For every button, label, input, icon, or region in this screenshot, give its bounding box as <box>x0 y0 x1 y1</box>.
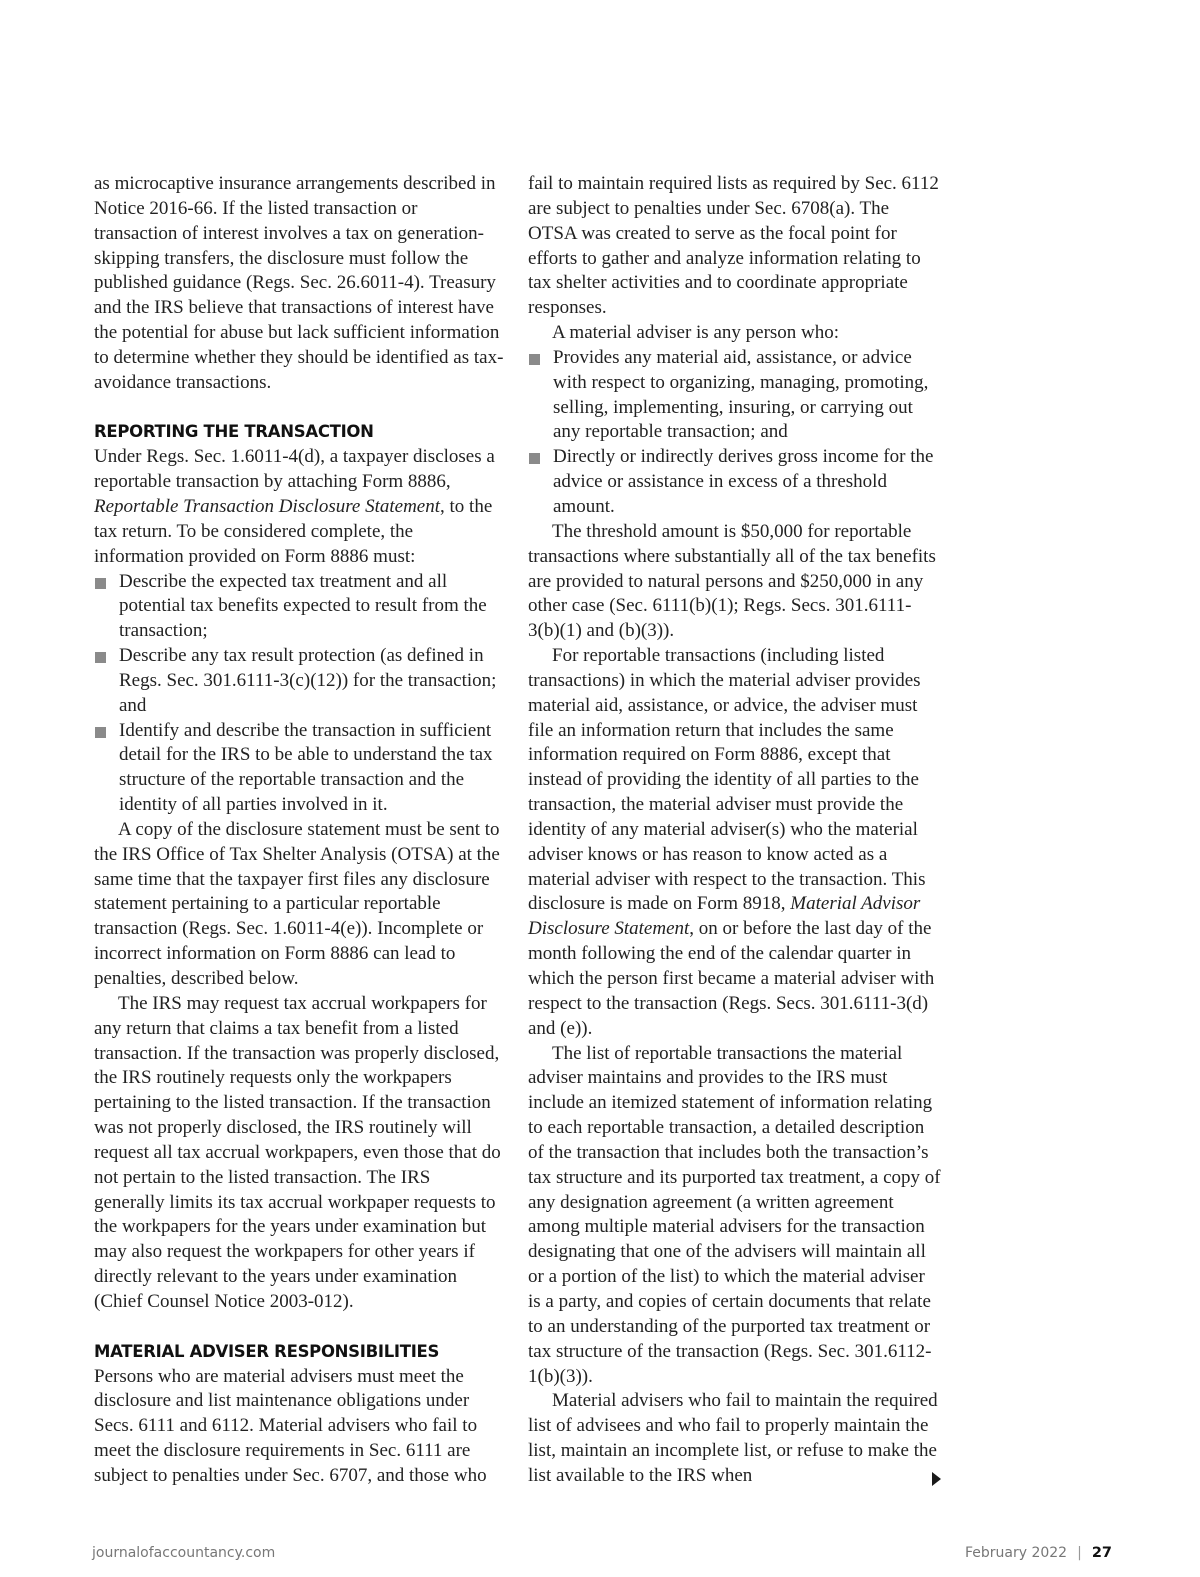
list-requirements-paragraph: The list of reportable transactions the material adviser maintains and provides to the IRS must include an itemized statement of information relating to each reportable transaction, a detailed description of the transaction that includes both the transaction’s tax structure and its purported tax treatment, a copy of any designation agreement (a written agreement among multiple material advisers for the transaction designating that one of the advisers will maintain all or a portion of the list) to which the material adviser is a party, and copies of certain documents that relate to an understanding of the purported tax treatment or tax structure of the transaction (Regs. Sec. 301.6112-1(b)(3)). <box>528 1042 941 1387</box>
form-8886-title: Reportable Transaction Disclosure Statement <box>94 495 441 517</box>
continued-paragraph: fail to maintain required lists as required by Sec. 6112 are subject to penalties under Sec. 6708(a). The OTSA was created to serve as the focal point for efforts to gather and analyze information relating to tax shelter activities and to coordinate appropriate responses. <box>528 173 939 319</box>
list-item <box>528 445 942 520</box>
list-item <box>94 644 504 719</box>
footer-separator: | <box>1077 1545 1082 1561</box>
material-adviser-paragraph: Persons who are material advisers must meet the disclosure and list maintenance obligations under Secs. 6111 and 6112. Material advisers who fail to meet the disclosure requirements in Sec. 6111 are subject to penalties under Sec. 6707, and those who <box>94 1365 487 1486</box>
otsa-copy-paragraph: A copy of the disclosure statement must be sent to the IRS Office of Tax Shelter Analysis (OTSA) at the same time that the taxpayer first files any disclosure statement pertaining to a particular reportable transaction (Regs. Sec. 1.6011-4(e)). Incomplete or incorrect information on Form 8886 can lead to penalties, described below. <box>94 818 500 989</box>
footer-date: February 2022 <box>964 1545 1068 1561</box>
info-text-start: For reportable transactions (including listed transactions) in which the material adviser provides material aid, assistance, or advice, the adviser must file an information return that includes the same information required on Form 8886, except that instead of providing the identity of all parties to the transaction, the material adviser must provide the identity of any material adviser(s) who the material adviser knows or has reason to know acted as a material adviser with respect to the transaction. This disclosure is made on Form 8918, <box>528 645 926 915</box>
workpapers-paragraph: The IRS may request tax accrual workpapers for any return that claims a tax benefit from a listed transaction. If the transaction was properly disclosed, the IRS routinely requests only the workpapers pertaining to the listed transaction. If the transaction was not properly disclosed, the IRS routinely will request all tax accrual workpapers, even those that do not pertain to the listed transaction. The IRS generally limits its tax accrual workpaper requests to the workpapers for the years under examination but may also request the workpapers for other years if directly relevant to the years under examination (Chief Counsel Notice 2003-012). <box>94 992 501 1312</box>
square-bullet-icon <box>95 578 106 589</box>
adviser-criteria-list <box>528 346 942 520</box>
left-column <box>94 172 504 1489</box>
form-8886-requirements-list <box>94 570 504 818</box>
square-bullet-icon <box>95 727 106 738</box>
penalties-paragraph: Material advisers who fail to maintain the required list of advisees and who fail to properly maintain the list, maintain an incomplete list, or refuse to make the list available to the IRS when <box>528 1390 938 1486</box>
heading-reporting-transaction: REPORTING THE TRANSACTION <box>94 422 374 442</box>
heading-material-adviser: MATERIAL ADVISER RESPONSIBILITIES <box>94 1341 440 1361</box>
list-item <box>94 570 504 645</box>
intro-paragraph: as microcaptive insurance arrangements described in Notice 2016-66. If the listed transaction or transaction of interest involves a tax on generation-skipping transfers, the disclosure must follow the published guidance (Regs. Sec. 26.6011-4). Treasury and the IRS believe that transactions of interest have the potential for abuse but lack sufficient information to determine whether they should be identified as tax-avoidance transactions. <box>94 173 504 393</box>
list-item-text: Describe any tax result protection (as defined in Regs. Sec. 301.6111-3(c)(12)) for the transaction; and <box>119 645 497 716</box>
list-item <box>94 719 504 818</box>
info-text-end: , on or before the last day of the month following the end of the calendar quarter in which the person first became a material adviser with respect to the transaction (Regs. Secs. 301.6111-3(d) and (e)). <box>528 918 935 1039</box>
page-number: 27 <box>1091 1545 1112 1561</box>
footer-site: journalofaccountancy.com <box>92 1545 276 1561</box>
adviser-definition-paragraph: A material adviser is any person who: <box>552 322 840 344</box>
right-column <box>528 172 942 1489</box>
square-bullet-icon <box>529 354 540 365</box>
information-return-paragraph <box>528 644 942 1042</box>
form-8918-title: Material Advisor Disclosure Statement <box>528 893 921 940</box>
list-item-text: Describe the expected tax treatment and all potential tax benefits expected to result from the transaction; <box>119 570 487 642</box>
reporting-text-end: , to the tax return. To be considered complete, the information provided on Form 8886 must: <box>94 495 493 567</box>
reporting-paragraph <box>94 445 504 569</box>
square-bullet-icon <box>95 652 106 663</box>
list-item-text: Directly or indirectly derives gross income for the advice or assistance in excess of a threshold amount. <box>553 446 934 517</box>
footer-issue-info <box>965 1545 1112 1561</box>
list-item-text: Identify and describe the transaction in sufficient detail for the IRS to be able to understand the tax structure of the reportable transaction and the identity of all parties involved in it. <box>119 719 493 816</box>
square-bullet-icon <box>529 453 540 464</box>
continue-arrow-icon <box>932 1472 941 1486</box>
list-item <box>528 346 942 445</box>
threshold-paragraph: The threshold amount is $50,000 for reportable transactions where substantially all of the tax benefits are provided to natural persons and $250,000 in any other case (Sec. 6111(b)(1); Regs. Secs. 301.6111-3(b)(1) and (b)(3)). <box>528 520 936 642</box>
list-item-text: Provides any material aid, assistance, or advice with respect to organizing, managing, promoting, selling, implementing, insuring, or carrying out any reportable transaction; and <box>553 346 929 443</box>
reporting-text-start: Under Regs. Sec. 1.6011-4(d), a taxpayer discloses a reportable transaction by attaching Form 8886, <box>94 446 495 493</box>
